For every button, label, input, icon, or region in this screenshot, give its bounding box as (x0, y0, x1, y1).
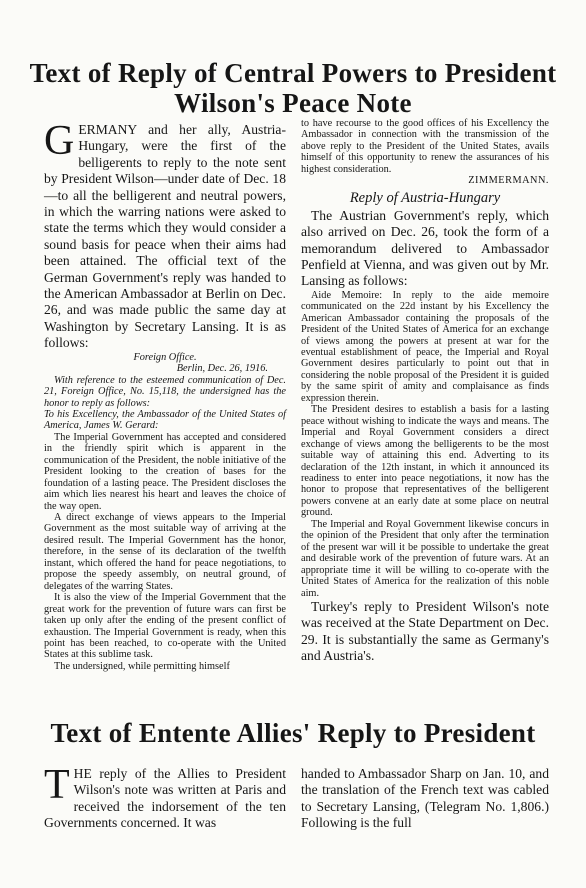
aide-memoire-paragraph: Aide Memoire: In reply to the aide memoire communicated on the 22d instant by his Excellency the American Ambassador containing the proposals of the President of the United States of America for an exchange of views among the powers at present at war for the eventual establishment of peace, the Imperial and Royal Government desires particularly to point out that in considering the noble proposal of the President it is guided by the same spirit of amity and complaisance as finds expression therein. (301, 289, 549, 404)
article-headline-central-powers (20, 58, 566, 118)
letter-continuation: to have recourse to the good offices of his Excellency the Ambassador in connection with the transmission of the above reply to the President of the United States, avails himself of this opportunity to renew the assurances of his highest consideration. (301, 118, 549, 175)
letter-paragraph: A direct exchange of views appears to the Imperial Government as the most suitable way of arriving at the desired result. The Imperial Government has the honor, therefore, in the sense of its declaration of the twelfth instant, which offered the hand for peace negotiations, to propose the speedy assembly, on neutral ground, of delegates of the warring States. (44, 512, 286, 592)
article1-column-right (301, 118, 549, 665)
letter-place: Foreign Office. (133, 351, 197, 363)
intro-paragraph (44, 118, 286, 352)
article2-text-right: handed to Ambassador Sharp on Jan. 10, and the translation of the French text was cabled to Secretary Lansing, (Telegram No. 1,806.) Following is the full (301, 766, 549, 831)
headline-line-1: Text of Reply of Central Powers to President (29, 58, 557, 88)
article2-intro (44, 762, 286, 832)
subheading-austria-hungary: Reply of Austria-Hungary (349, 189, 501, 206)
aide-memoire-paragraph: The President desires to establish a basis for a lasting peace without wishing to indicate the ways and means. The Imperial and Royal Government considers a direct exchange of views among the belligerents to be the most suitable way of attaining this end. Adverting to its declaration of the 12th instant, in which it announced its readiness to enter into peace negotiations, it now has the honor to propose that representatives of the belligerent powers convene at an early date at some place on neutral ground. (301, 404, 549, 519)
drop-cap: G (44, 118, 75, 164)
article2-column-right (301, 766, 549, 832)
turkey-paragraph: Turkey's reply to President Wilson's note was received at the State Department on Dec. 29. It is substantially the same as Germany's and Austria's. (301, 598, 549, 664)
drop-cap: T (44, 762, 70, 808)
letter-dateline: Berlin, Dec. 26, 1916. (176, 363, 268, 375)
letter-paragraph: The undersigned, while permitting himself (54, 660, 230, 672)
intro-text: ERMANY and her ally, Austria-Hungary, were the first of the belligerents to reply to the note sent by President Wilson—under date of Dec. 18—to all the belligerent and neutral powers, in which the warring nations were asked to state the terms which they would consider a sound basis for peace when their aims had been attained. The official text of the German Government's reply was handed to the American Ambassador at Berlin on Dec. 26, and was made public the same day at Washington by Secretary Lansing. It is as follows: (44, 122, 286, 351)
letter-paragraph: The Imperial Government has accepted and considered in the friendly spirit which is apparent in the communication of the President, the noble initiative of the President looking to the creation of bases for the foundation of a lasting peace. The President discloses the aim which lies nearest his heart and leaves the choice of the way open. (44, 431, 286, 512)
letter-paragraph: It is also the view of the Imperial Government that the great work for the prevention of future wars can first be taken up only after the ending of the present conflict of exhaustion. The Imperial Government is ready, when this point has been reached, to co-operate with the United States at this sublime task. (44, 592, 286, 661)
austria-intro: The Austrian Government's reply, which also arrived on Dec. 26, took the form of a memorandum delivered to Ambassador Penfield at Vienna, and was given out by Mr. Lansing as follows: (301, 207, 549, 289)
article1-column-left (44, 118, 286, 672)
article2-text-left: HE reply of the Allies to President Wilson's note was written at Paris and received the indorsement of the ten Governments concerned. It was (44, 766, 286, 831)
headline-line-2: Wilson's Peace Note (174, 88, 412, 118)
signature: ZIMMERMANN. (468, 175, 549, 187)
aide-memoire-paragraph: The Imperial and Royal Government likewise concurs in the opinion of the President that only after the termination of the present war will it be possible to undertake the great and desirable work of the prevention of future wars. At an appropriate time it will be willing to co-operate with the United States of America for the realization of this noble aim. (301, 518, 549, 599)
article-headline-entente: Text of Entente Allies' Reply to President (50, 718, 536, 748)
letter-addressee: To his Excellency, the Ambassador of the United States of America, James W. Gerard: (44, 408, 286, 432)
article2-column-left (44, 762, 286, 832)
letter-reference: With reference to the esteemed communication of Dec. 21, Foreign Office, No. 15,118, the undersigned has the honor to reply as follows: (44, 374, 286, 409)
